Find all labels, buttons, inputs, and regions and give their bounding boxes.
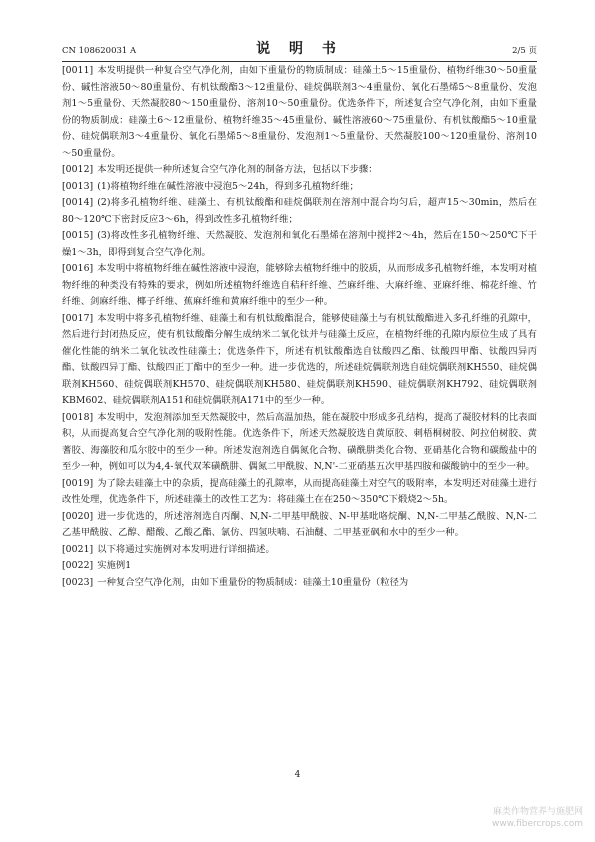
page-info: 2/5 页: [512, 46, 537, 56]
paragraph-0020: [62, 509, 537, 542]
paragraph-0022: [62, 558, 537, 575]
paragraph-0014: [62, 195, 537, 228]
paragraph-number: [0014]: [62, 197, 94, 208]
paragraph-0011: [62, 63, 537, 162]
paragraph-number: [0011]: [62, 65, 94, 76]
watermark-site-name: 麻类作物营养与施肥网: [492, 807, 583, 817]
paragraph-number: [0013]: [62, 180, 94, 192]
paragraph-text: (2)将多孔植物纤维、硅藻土、有机钛酸酯和硅烷偶联剂在溶剂中混合均匀后，超声15～30min，然后在80～120℃下密封反应3～6h，得到改性多孔植物纤维；: [62, 197, 537, 225]
paragraph-number: [0020]: [62, 510, 94, 522]
paragraph-0023: [62, 575, 537, 592]
watermark-url: www.fibercrops.com: [492, 819, 583, 829]
patent-number: CN 108620031 A: [62, 46, 137, 56]
paragraph-text: 进一步优选的，所述溶剂选自丙酮、N,N-二甲基甲酰胺、N-甲基吡咯烷酮、N,N-二甲基乙酰胺、N,N-二乙基甲酰胺、乙醇、醋酸、乙酸乙酯、氯仿、四氢呋喃、石油醚、二甲基亚砜和水中的至少一种。: [62, 510, 537, 538]
paragraph-text: 本发明还提供一种所述复合空气净化剂的制备方法，包括以下步骤：: [97, 164, 378, 175]
document-title: 说 明 书: [256, 41, 343, 57]
paragraph-number: [0015]: [62, 230, 94, 241]
paragraph-text: 实施例1: [97, 560, 132, 571]
paragraph-text: 本发明中将多孔植物纤维、硅藻土和有机钛酸酯混合，能够使硅藻土与有机钛酸酯进入多孔纤维的孔隙中，然后进行封闭热反应，使有机钛酸酯分解生成纳米二氧化钛并与硅藻土反应，在植物纤维的孔隙内原位生成了具有催化性能的纳米二氧化钛改性硅藻土；优选条件下，所述有机钛酸酯选自钛酸四乙酯、钛酸四甲酯、钛酸四异丙酯、钛酸四异丁酯、钛酸四正丁酯中的至少一种。进一步优选的，所述硅烷偶联剂选自硅烷偶联剂KH550、硅烷偶联剂KH560、硅烷偶联剂KH570、硅烷偶联剂KH580、硅烷偶联剂KH590、硅烷偶联剂KH792、硅烷偶联剂KBM602、硅烷偶联剂A151和硅烷偶联剂A171中的至少一种。: [62, 312, 537, 406]
paragraph-0018: [62, 410, 537, 476]
watermark: [492, 806, 583, 830]
paragraph-0013: [62, 179, 537, 196]
paragraph-0019: [62, 476, 537, 509]
paragraph-0016: [62, 261, 537, 311]
paragraph-0015: [62, 228, 537, 261]
paragraph-0017: [62, 311, 537, 410]
paragraph-text: (1)将植物纤维在碱性溶液中浸泡5～24h，得到多孔植物纤维；: [97, 180, 359, 192]
paragraph-number: [0018]: [62, 411, 94, 423]
header-rule: [62, 61, 537, 62]
paragraph-number: [0021]: [62, 543, 94, 555]
paragraph-text: 本发明提供一种复合空气净化剂，由如下重量份的物质制成：硅藻土5～15重量份、植物纤维30～50重量份、碱性溶液50～80重量份、有机钛酸酯3～12重量份、硅烷偶联剂3～4重量份、氧化石墨烯5～8重量份、发泡剂1～5重量份、天然凝胶80～150重量份、溶剂10～50重量份。优选条件下，所述复合空气净化剂，由如下重量份的物质制成：硅藻土6～12重量份、植物纤维35～45重量份、碱性溶液60～75重量份、有机钛酸酯5～10重量份、硅烷偶联剂3～4重量份、氧化石墨烯5～8重量份、发泡剂1～5重量份、天然凝胶100～120重量份、溶剂10～50重量份。: [62, 65, 537, 159]
paragraph-text: 一种复合空气净化剂，由如下重量份的物质制成：硅藻土10重量份（粒径为: [97, 576, 409, 588]
paragraph-text: 为了除去硅藻土中的杂质，提高硅藻土的孔隙率，从而提高硅藻土对空气的吸附率，本发明还对硅藻土进行改性处理，优选条件下，所述硅藻土的改性工艺为：将硅藻土在在250～350℃下煅烧2～5h。: [62, 477, 537, 505]
paragraph-number: [0016]: [62, 263, 94, 274]
paragraph-text: (3)将改性多孔植物纤维、天然凝胶、发泡剂和氧化石墨烯在溶剂中搅拌2～4h，然后在150～250℃下干燥1～3h，即得到复合空气净化剂。: [62, 230, 537, 258]
paragraph-number: [0023]: [62, 576, 94, 588]
paragraph-number: [0022]: [62, 560, 94, 571]
paragraph-number: [0017]: [62, 312, 94, 324]
paragraph-0012: [62, 162, 537, 179]
page-header: [62, 38, 537, 60]
paragraph-text: 本发明中，发泡剂添加至天然凝胶中，然后高温加热，能在凝胶中形成多孔结构，提高了凝胶材料的比表面积，从而提高复合空气净化剂的吸附性能。优选条件下，所述天然凝胶选自黄原胶、刺梧桐树胶、阿拉伯树胶、黄蓍胶、海藻胶和瓜尔胶中的至少一种。所述发泡剂选自偶氮化合物、磺酰肼类化合物、亚硝基化合物和碳酸盐中的至少一种，例如可以为4,4-氧代双苯磺酰肼、偶氮二甲酰胺、N,N'-二亚硝基五次甲基四胺和碳酸钠中的至少一种。: [62, 411, 537, 472]
paragraph-number: [0012]: [62, 164, 94, 175]
paragraph-text: 以下将通过实施例对本发明进行详细描述。: [97, 543, 275, 555]
paragraph-text: 本发明中将植物纤维在碱性溶液中浸泡，能够除去植物纤维中的胶质，从而形成多孔植物纤维，本发明对植物纤维的种类没有特殊的要求，例如所述植物纤维选自秸秆纤维、苎麻纤维、大麻纤维、亚麻纤维、棉花纤维、竹纤维、剑麻纤维、椰子纤维、蕉麻纤维和黄麻纤维中的至少一种。: [62, 263, 537, 307]
document-body: [62, 63, 537, 591]
paragraph-number: [0019]: [62, 477, 94, 489]
page-number: 4: [294, 770, 301, 780]
paragraph-0021: [62, 542, 537, 559]
